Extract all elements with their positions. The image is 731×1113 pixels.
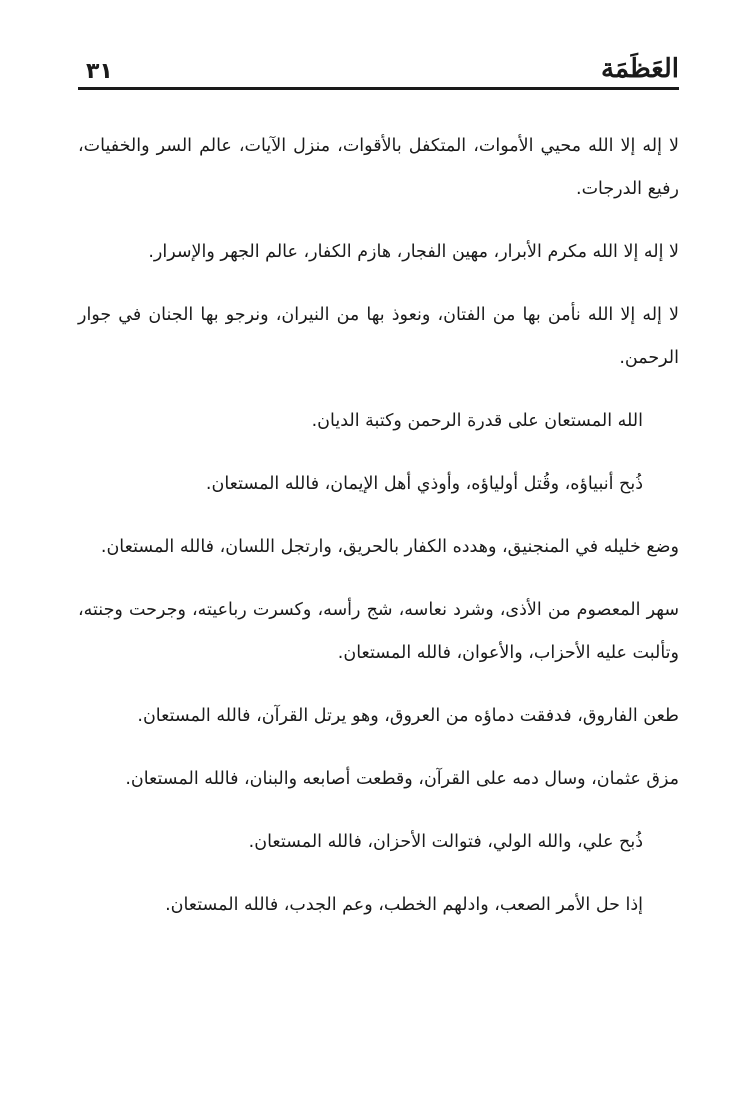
paragraph: إذا حل الأمر الصعب، وادلهم الخطب، وعم الجدب، فالله المستعان. xyxy=(165,895,643,915)
page-number: ٣١ xyxy=(86,59,113,84)
body-text xyxy=(78,125,679,947)
paragraph: الله المستعان على قدرة الرحمن وكتبة الديان. xyxy=(311,411,643,431)
paragraph: مزق عثمان، وسال دمه على القرآن، وقطعت أصابعه والبنان، فالله المستعان. xyxy=(125,769,679,789)
paragraph: ذُبح أنبياؤه، وقُتل أولياؤه، وأوذي أهل الإيمان، فالله المستعان. xyxy=(205,474,643,494)
paragraph: لا إله إلا الله نأمن بها من الفتان، ونعوذ بها من النيران، ونرجو بها الجنان في جوار الرحمن. xyxy=(78,305,679,368)
paragraph: سهر المعصوم من الأذى، وشرد نعاسه، شج رأسه، وكسرت رباعيته، وجرحت وجنته، وتألبت عليه الأحزاب، والأعوان، فالله المستعان. xyxy=(78,600,679,663)
running-title: العَظَمَة xyxy=(601,54,679,84)
paragraph: لا إله إلا الله مكرم الأبرار، مهين الفجار، هازم الكفار، عالم الجهر والإسرار. xyxy=(148,242,679,262)
paragraph: ذُبح علي، والله الولي، فتوالت الأحزان، فالله المستعان. xyxy=(248,832,643,852)
header-rule xyxy=(78,87,679,90)
page-header xyxy=(78,54,679,90)
paragraph: طعن الفاروق، فدفقت دماؤه من العروق، وهو يرتل القرآن، فالله المستعان. xyxy=(137,706,679,726)
paragraph: لا إله إلا الله محيي الأموات، المتكفل بالأقوات، منزل الآيات، عالم السر والخفيات، رفيع الدرجات. xyxy=(78,136,679,199)
paragraph: وضع خليله في المنجنيق، وهدده الكفار بالحريق، وارتجل اللسان، فالله المستعان. xyxy=(100,537,679,557)
